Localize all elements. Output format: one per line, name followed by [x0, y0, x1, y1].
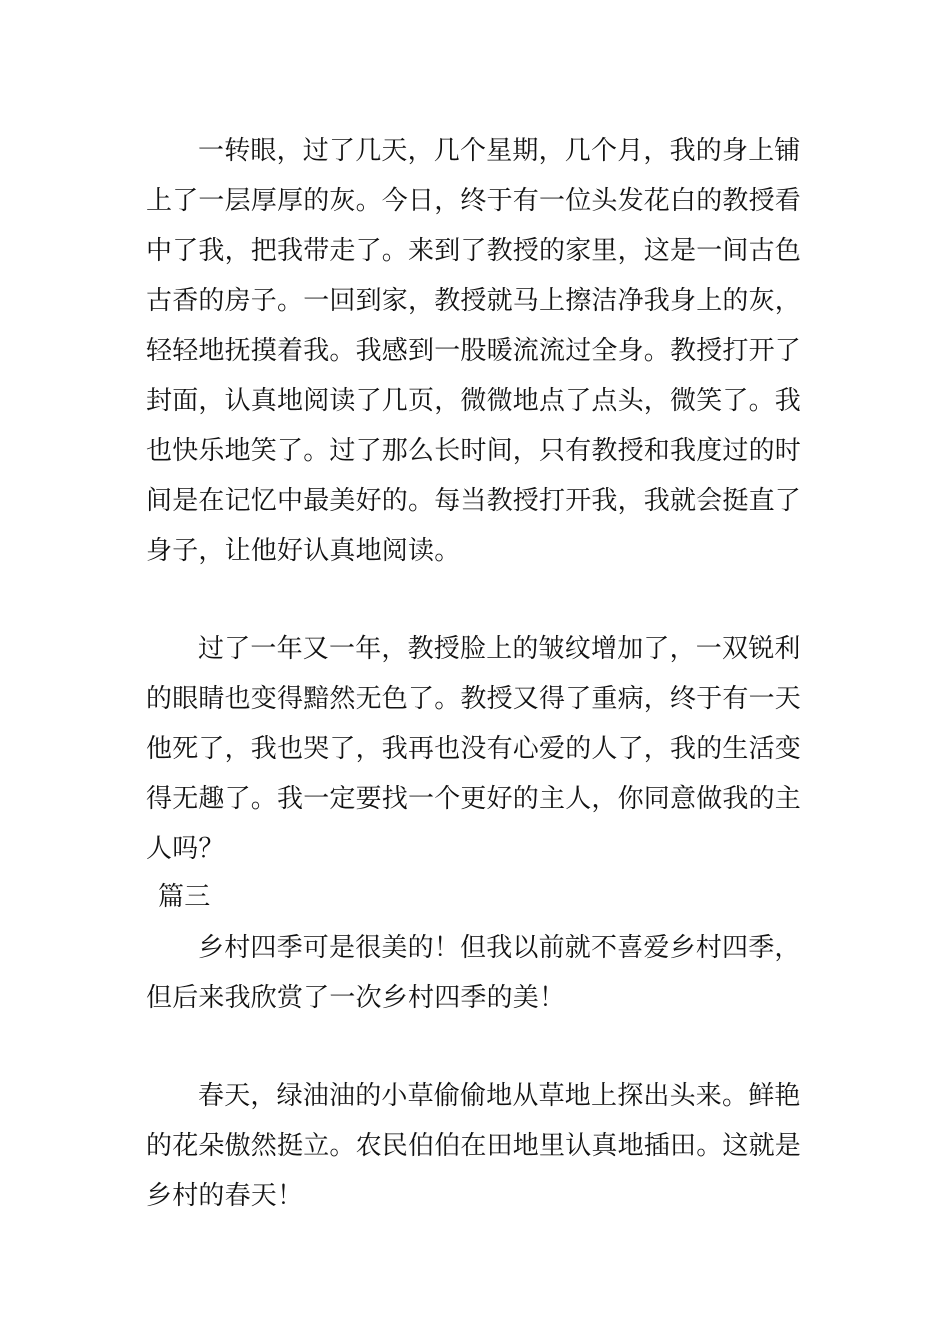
paragraph-4-line-3: 乡村的春天！ [146, 1181, 304, 1211]
paragraph-4-line-1: 春天，绿油油的小草偷偷地从草地上探出头来。鲜艳 [198, 1081, 801, 1111]
paragraph-1-line-2: 上了一层厚厚的灰。今日，终于有一位头发花白的教授看 [146, 186, 802, 216]
paragraph-3-line-2: 但后来我欣赏了一次乡村四季的美！ [146, 983, 566, 1013]
paragraph-2-line-5: 人吗？ [146, 834, 225, 864]
paragraph-1-line-7: 也快乐地笑了。过了那么长时间，只有教授和我度过的时 [146, 436, 802, 466]
paragraph-4-line-2: 的花朵傲然挺立。农民伯伯在田地里认真地插田。这就是 [146, 1131, 802, 1161]
paragraph-2-line-2: 的眼睛也变得黯然无色了。教授又得了重病，终于有一天 [146, 684, 802, 714]
paragraph-3-line-1: 乡村四季可是很美的！但我以前就不喜爱乡村四季， [198, 933, 801, 963]
paragraph-2-line-4: 得无趣了。我一定要找一个更好的主人，你同意做我的主 [146, 784, 802, 814]
paragraph-1-line-3: 中了我，把我带走了。来到了教授的家里，这是一间古色 [146, 236, 802, 266]
paragraph-2-line-3: 他死了，我也哭了，我再也没有心爱的人了，我的生活变 [146, 734, 802, 764]
paragraph-2-line-1: 过了一年又一年，教授脸上的皱纹增加了，一双锐利 [198, 634, 801, 664]
paragraph-1-line-4: 古香的房子。一回到家，教授就马上擦洁净我身上的灰， [146, 286, 802, 316]
section-heading: 篇三 [158, 882, 211, 912]
paragraph-1-line-8: 间是在记忆中最美好的。每当教授打开我，我就会挺直了 [146, 486, 802, 516]
paragraph-1-line-9: 身子，让他好认真地阅读。 [146, 536, 461, 566]
paragraph-1-line-5: 轻轻地抚摸着我。我感到一股暖流流过全身。教授打开了 [146, 336, 802, 366]
paragraph-1-line-1: 一转眼，过了几天，几个星期，几个月，我的身上铺 [198, 136, 801, 166]
paragraph-1-line-6: 封面，认真地阅读了几页，微微地点了点头，微笑了。我 [146, 386, 802, 416]
